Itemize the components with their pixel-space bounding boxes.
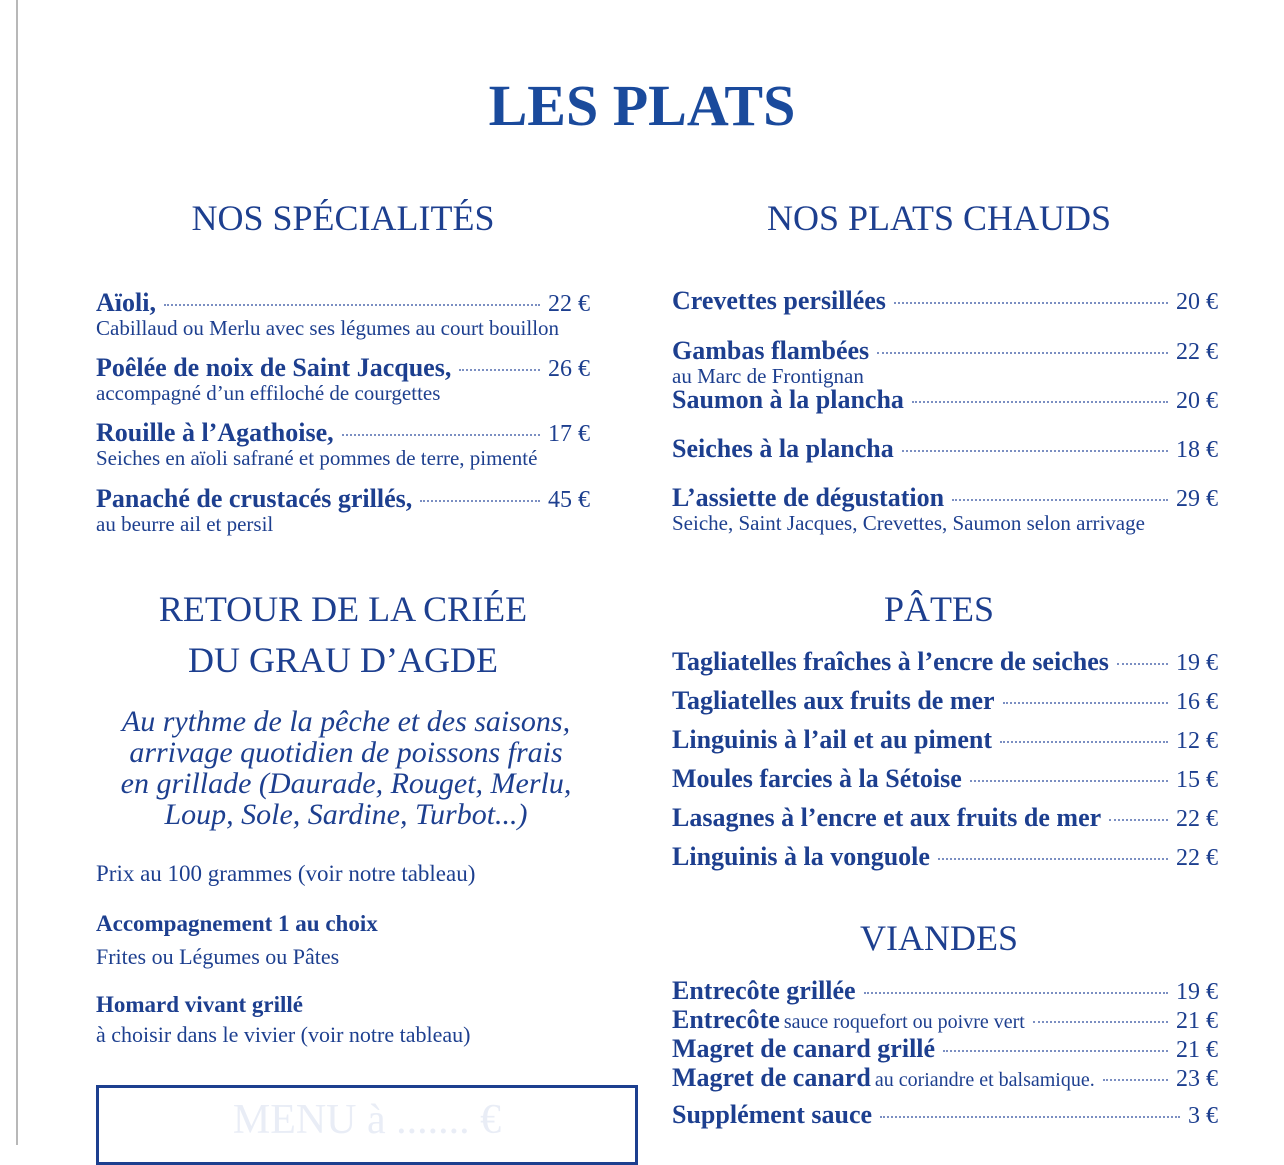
viande-item — [672, 976, 1218, 1006]
dot-leader — [459, 369, 540, 371]
item-price: 16 € — [1176, 689, 1218, 715]
plats-chauds-heading: NOS PLATS CHAUDS — [766, 198, 1112, 238]
menu-box-title: MENU à ....... € — [232, 1097, 502, 1143]
item-price: 23 € — [1176, 1066, 1218, 1092]
item-name: L’assiette de dégustation — [672, 483, 945, 512]
criee-intro-line: Loup, Sole, Sardine, Turbot...) — [164, 798, 528, 831]
dot-leader — [1103, 1079, 1168, 1081]
accompagnement-desc: Frites ou Légumes ou Pâtes — [96, 944, 340, 969]
criee-intro-line: arrivage quotidien de poissons frais — [129, 736, 563, 769]
viandes-heading: VIANDES — [860, 918, 1018, 958]
item-price: 17 € — [548, 421, 590, 447]
item-name: Entrecôte grillée — [672, 976, 856, 1005]
item-name: Aïoli, — [96, 288, 156, 317]
dot-leader — [164, 304, 540, 306]
dot-leader — [1033, 1021, 1168, 1023]
plat-chaud-item — [672, 434, 1218, 464]
item-price: 18 € — [1176, 437, 1218, 463]
accompagnement-title: Accompagnement 1 au choix — [96, 911, 378, 936]
viande-item — [672, 1034, 1218, 1064]
viande-item — [672, 1100, 1218, 1130]
item-name: Tagliatelles fraîches à l’encre de seiches — [672, 647, 1109, 676]
plat-chaud-item — [672, 483, 1218, 533]
item-price: 21 € — [1176, 1008, 1218, 1034]
item-price: 22 € — [1176, 806, 1218, 832]
item-name: Crevettes persillées — [672, 286, 886, 315]
item-description: Seiches en aïoli safrané et pommes de terre, pimenté — [96, 446, 538, 470]
item-price: 20 € — [1176, 289, 1218, 315]
dot-leader — [864, 992, 1168, 994]
item-name: Saumon à la plancha — [672, 385, 904, 414]
plat-chaud-item — [672, 286, 1218, 316]
dot-leader — [1000, 741, 1168, 743]
item-name: Supplément sauce — [672, 1100, 873, 1129]
dot-leader — [952, 499, 1168, 501]
item-name: Poêlée de noix de Saint Jacques, — [96, 353, 452, 382]
item-price: 29 € — [1176, 486, 1218, 512]
viande-item — [672, 1005, 1218, 1035]
dot-leader — [877, 352, 1168, 354]
dot-leader — [420, 500, 540, 502]
item-price: 19 € — [1176, 979, 1218, 1005]
item-price: 12 € — [1176, 728, 1218, 754]
pates-item — [672, 686, 1218, 716]
criee-heading-line1: RETOUR DE LA CRIÉE — [158, 589, 528, 629]
item-price: 15 € — [1176, 767, 1218, 793]
item-price: 45 € — [548, 487, 590, 513]
dot-leader — [1117, 663, 1168, 665]
item-description: Cabillaud ou Merlu avec ses légumes au court bouillon — [96, 316, 560, 340]
dot-leader — [1109, 819, 1168, 821]
page-title: LES PLATS — [488, 73, 796, 138]
dot-leader — [912, 401, 1168, 403]
specialite-item — [96, 484, 590, 534]
specialite-item — [96, 288, 590, 338]
item-description: au beurre ail et persil — [96, 512, 274, 536]
item-price: 20 € — [1176, 388, 1218, 414]
dot-leader — [938, 858, 1168, 860]
viande-item — [672, 1063, 1218, 1093]
dot-leader — [880, 1116, 1180, 1118]
item-price: 22 € — [548, 291, 590, 317]
plat-chaud-item — [672, 385, 1218, 415]
dot-leader — [970, 780, 1168, 782]
item-name: Linguinis à l’ail et au piment — [672, 725, 992, 754]
specialite-item — [96, 418, 590, 468]
dot-leader — [943, 1050, 1168, 1052]
item-name: Rouille à l’Agathoise, — [96, 418, 334, 447]
item-description: accompagné d’un effiloché de courgettes — [96, 381, 441, 405]
item-extra: sauce roquefort ou poivre vert — [783, 1011, 1025, 1033]
item-name: Moules farcies à la Sétoise — [672, 764, 962, 793]
pates-item — [672, 842, 1218, 872]
item-extra: au coriandre et balsamique. — [874, 1069, 1095, 1091]
specialite-item — [96, 353, 590, 403]
item-price: 3 € — [1188, 1103, 1218, 1129]
pates-item — [672, 647, 1218, 677]
item-name: Magret de canard — [672, 1063, 871, 1092]
pates-item — [672, 764, 1218, 794]
item-name: Seiches à la plancha — [672, 434, 894, 463]
pates-item — [672, 803, 1218, 833]
item-name: Linguinis à la vonguole — [672, 842, 930, 871]
homard-desc: à choisir dans le vivier (voir notre tableau) — [96, 1022, 471, 1047]
criee-intro — [97, 706, 595, 830]
item-name: Tagliatelles aux fruits de mer — [672, 686, 995, 715]
item-price: 22 € — [1176, 845, 1218, 871]
dot-leader — [342, 434, 540, 436]
item-description: Seiche, Saint Jacques, Crevettes, Saumon selon arrivage — [672, 511, 1145, 535]
item-description: au Marc de Frontignan — [672, 364, 864, 388]
item-price: 26 € — [548, 356, 590, 382]
price-note: Prix au 100 grammes (voir notre tableau) — [96, 861, 476, 886]
criee-intro-line: Au rythme de la pêche et des saisons, — [121, 705, 571, 738]
pates-heading: PÂTES — [883, 589, 995, 629]
dot-leader — [894, 302, 1168, 304]
homard-title: Homard vivant grillé — [96, 992, 303, 1017]
item-price: 19 € — [1176, 650, 1218, 676]
item-name: Entrecôte — [672, 1005, 780, 1034]
menu-box — [96, 1085, 638, 1165]
criee-heading-line2: DU GRAU D’AGDE — [188, 640, 498, 680]
dot-leader — [1003, 702, 1168, 704]
item-price: 21 € — [1176, 1037, 1218, 1063]
item-name: Lasagnes à l’encre et aux fruits de mer — [672, 803, 1102, 832]
criee-intro-line: en grillade (Daurade, Rouget, Merlu, — [120, 767, 572, 800]
item-name: Panaché de crustacés grillés, — [96, 484, 413, 513]
item-name: Gambas flambées — [672, 336, 870, 365]
pates-item — [672, 725, 1218, 755]
dot-leader — [902, 450, 1168, 452]
item-name: Magret de canard grillé — [672, 1034, 936, 1063]
page-left-border — [0, 0, 18, 1145]
plat-chaud-item — [672, 336, 1218, 386]
item-price: 22 € — [1176, 339, 1218, 365]
specialites-heading: NOS SPÉCIALITÉS — [191, 198, 495, 238]
